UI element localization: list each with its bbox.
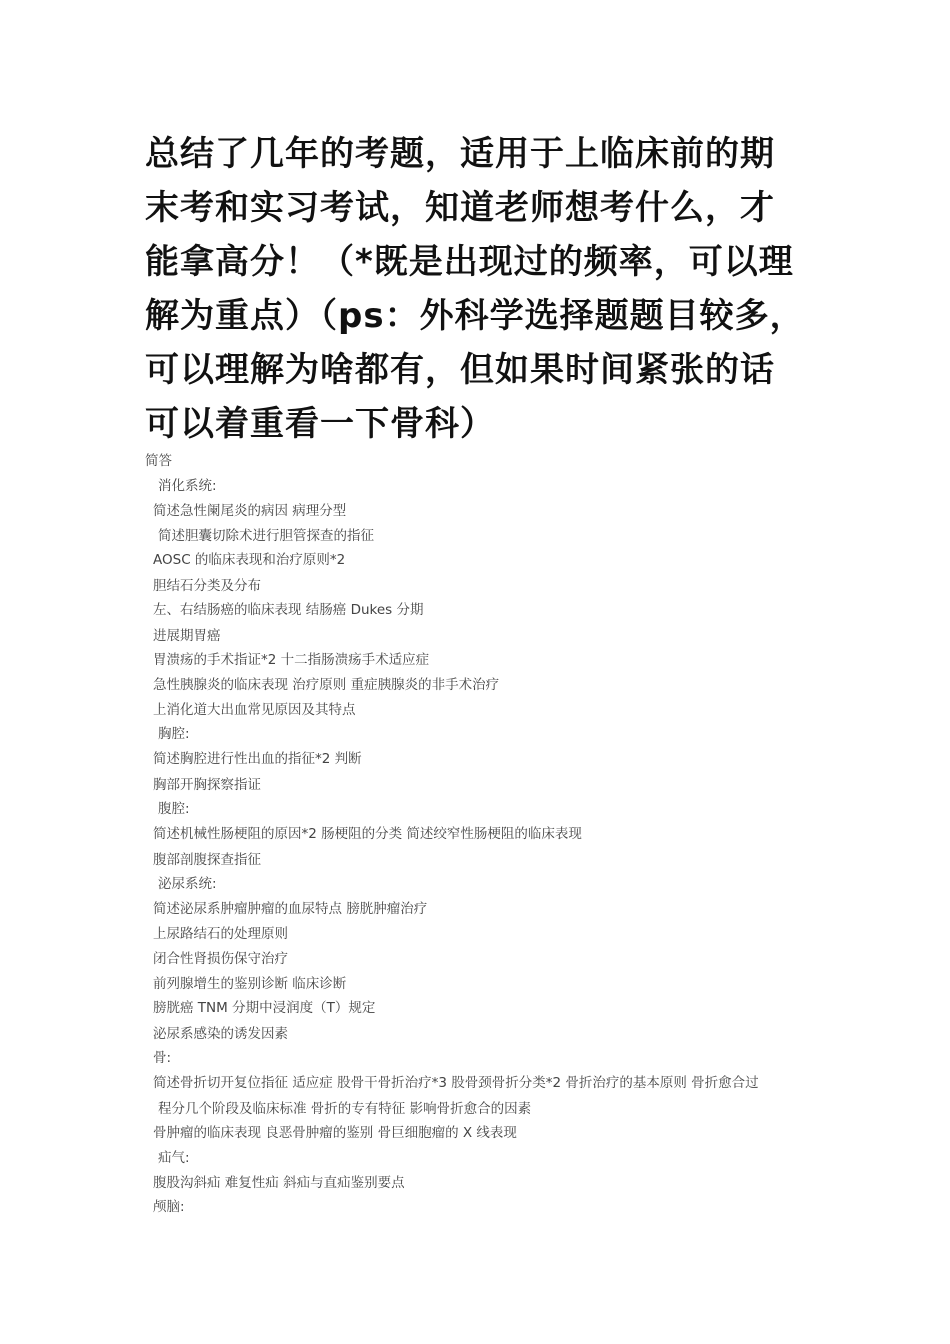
list-item: 膀胱癌 TNM 分期中浸润度（T）规定 [153,1000,376,1016]
list-item: 前列腺增生的鉴别诊断 临床诊断 [153,976,347,992]
list-item: 腹部剖腹探查指征 [153,852,261,868]
list-item: 简述急性阑尾炎的病因 病理分型 [153,503,347,519]
list-item: 进展期胃癌 [153,628,221,644]
list-item: 胸部开胸探察指证 [153,777,261,793]
list-item: 骨肿瘤的临床表现 良恶骨肿瘤的鉴别 骨巨细胞瘤的 X 线表现 [153,1125,517,1141]
category-abdomen: 腹腔: [158,801,190,817]
list-item: 左、右结肠癌的临床表现 结肠癌 Dukes 分期 [153,602,424,618]
list-item: 闭合性肾损伤保守治疗 [153,951,288,967]
category-digestive: 消化系统: [158,478,217,494]
category-chest: 胸腔: [158,726,190,742]
list-item: 上消化道大出血常见原因及其特点 [153,702,356,718]
list-item: 泌尿系感染的诱发因素 [153,1026,288,1042]
category-brain: 颅脑: [153,1199,185,1215]
list-item: 简述胸腔进行性出血的指征*2 判断 [153,751,362,767]
document-title: 总结了几年的考题，适用于上临床前的期 末考和实习考试，知道老师想考什么，才 能拿高分！（*既是出现过的频率，可以理 解为重点）（ps：外科学选择题题目较多， 可以理解为啥都有，但如果时间紧张的话 可以着重看一下骨科） [145,134,805,444]
list-item: 胆结石分类及分布 [153,578,261,594]
category-hernia: 疝气: [158,1150,190,1166]
list-item: 程分几个阶段及临床标准 骨折的专有特征 影响骨折愈合的因素 [158,1101,532,1117]
list-item: 急性胰腺炎的临床表现 治疗原则 重症胰腺炎的非手术治疗 [153,677,500,693]
list-item: 简述骨折切开复位指征 适应症 股骨干骨折治疗*3 股骨颈骨折分类*2 骨折治疗的基本原则 骨折愈合过 [153,1075,759,1091]
category-urinary: 泌尿系统: [158,876,217,892]
list-item: AOSC 的临床表现和治疗原则*2 [153,552,346,568]
list-item: 简述胆囊切除术进行胆管探查的指征 [158,528,374,544]
category-bone: 骨: [153,1050,172,1066]
list-item: 简述泌尿系肿瘤肿瘤的血尿特点 膀胱肿瘤治疗 [153,901,428,917]
section-heading-jianda: 简答 [145,453,172,469]
list-item: 腹股沟斜疝 难复性疝 斜疝与直疝鉴别要点 [153,1175,405,1191]
list-item: 简述机械性肠梗阻的原因*2 肠梗阻的分类 简述绞窄性肠梗阻的临床表现 [153,826,582,842]
list-item: 胃溃疡的手术指证*2 十二指肠溃疡手术适应症 [153,652,430,668]
list-item: 上尿路结石的处理原则 [153,926,288,942]
